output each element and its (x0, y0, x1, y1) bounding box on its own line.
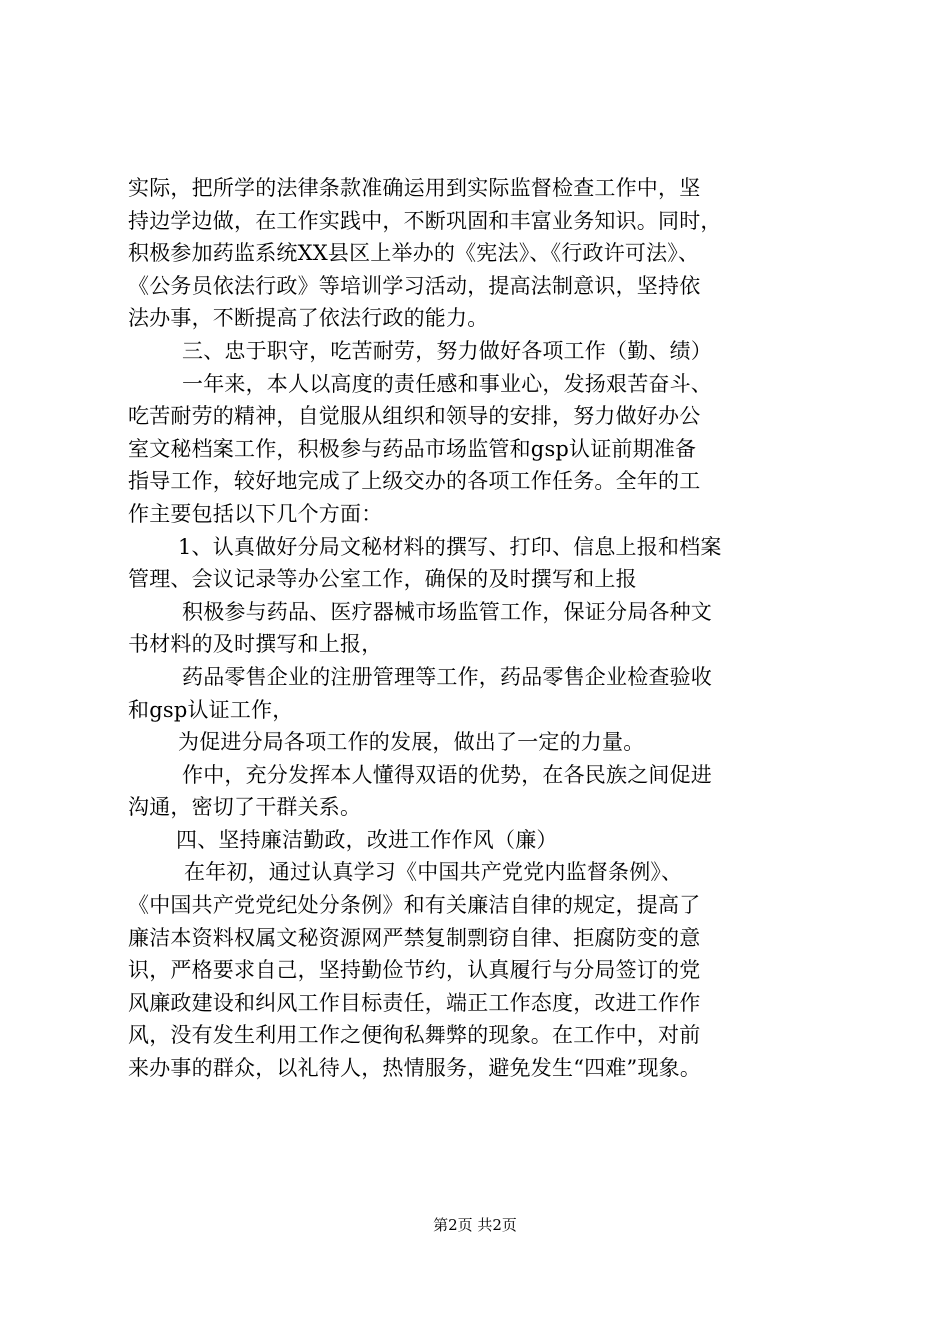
text-line: 吃苦耐劳的精神，自觉服从组织和领导的安排，努力做好办公 (128, 404, 701, 429)
page-number-footer: 第2页 共2页 (433, 1216, 517, 1234)
text-line: 指导工作，较好地完成了上级交办的各项工作任务。全年的工 (128, 469, 701, 494)
text-line: 来办事的群众，以礼待人，热情服务，避免发生“四难”现象。 (128, 1056, 702, 1081)
text-line: 积极参与药品、医疗器械市场监管工作，保证分局各种文 (182, 599, 712, 624)
text-line: 作中，充分发挥本人懂得双语的优势，在各民族之间促进 (182, 762, 712, 787)
text-line: 书材料的及时撰写和上报， (128, 632, 383, 657)
section-heading: 三、忠于职守，吃苦耐劳，努力做好各项工作（勤、绩） (182, 338, 712, 363)
text-line: 持边学边做，在工作实践中，不断巩固和丰富业务知识。同时， (128, 208, 722, 233)
section-heading: 四、坚持廉洁勤政，改进工作作风（廉） (176, 827, 558, 852)
text-line: 室文秘档案工作，积极参与药品市场监管和gsp认证前期准备 (128, 436, 697, 461)
text-line: 实际，把所学的法律条款准确运用到实际监督检查工作中，坚 (128, 176, 701, 200)
text-line: 风，没有发生利用工作之便徇私舞弊的现象。在工作中，对前 (128, 1023, 701, 1048)
text-line: 积极参加药监系统XX县区上举办的《宪法》、《行政许可法》、 (128, 241, 700, 266)
text-line: 药品零售企业的注册管理等工作，药品零售企业检查验收 (182, 664, 712, 689)
text-line: 一年来，本人以高度的责任感和事业心，发扬艰苦奋斗、 (182, 371, 712, 396)
text-line: 沟通，密切了干群关系。 (128, 795, 362, 820)
text-line: 法办事，不断提高了依法行政的能力。 (128, 306, 489, 331)
text-line: 识，严格要求自己，坚持勤俭节约，认真履行与分局签订的党 (128, 958, 701, 983)
text-line: 和gsp认证工作， (128, 697, 294, 722)
text-line: 在年初，通过认真学习《中国共产党党内监督条例》、 (184, 860, 683, 885)
text-line: 《公务员依法行政》等培训学习活动，提高法制意识，坚持依 (128, 273, 701, 298)
text-line: 《中国共产党党纪处分条例》和有关廉洁自律的规定，提高了 (128, 893, 701, 918)
list-item-line: 1、认真做好分局文秘材料的撰写、打印、信息上报和档案 (178, 534, 722, 559)
text-line: 风廉政建设和纠风工作目标责任，端正工作态度，改进工作作 (128, 990, 701, 1015)
text-line: 廉洁本资料权属文秘资源网严禁复制剽窃自律、拒腐防变的意 (128, 925, 701, 950)
text-line: 为促进分局各项工作的发展，做出了一定的力量。 (178, 730, 645, 755)
body-text (128, 172, 828, 1085)
text-line: 管理、会议记录等办公室工作，确保的及时撰写和上报 (128, 567, 637, 592)
text-line: 作主要包括以下几个方面： (128, 501, 383, 526)
